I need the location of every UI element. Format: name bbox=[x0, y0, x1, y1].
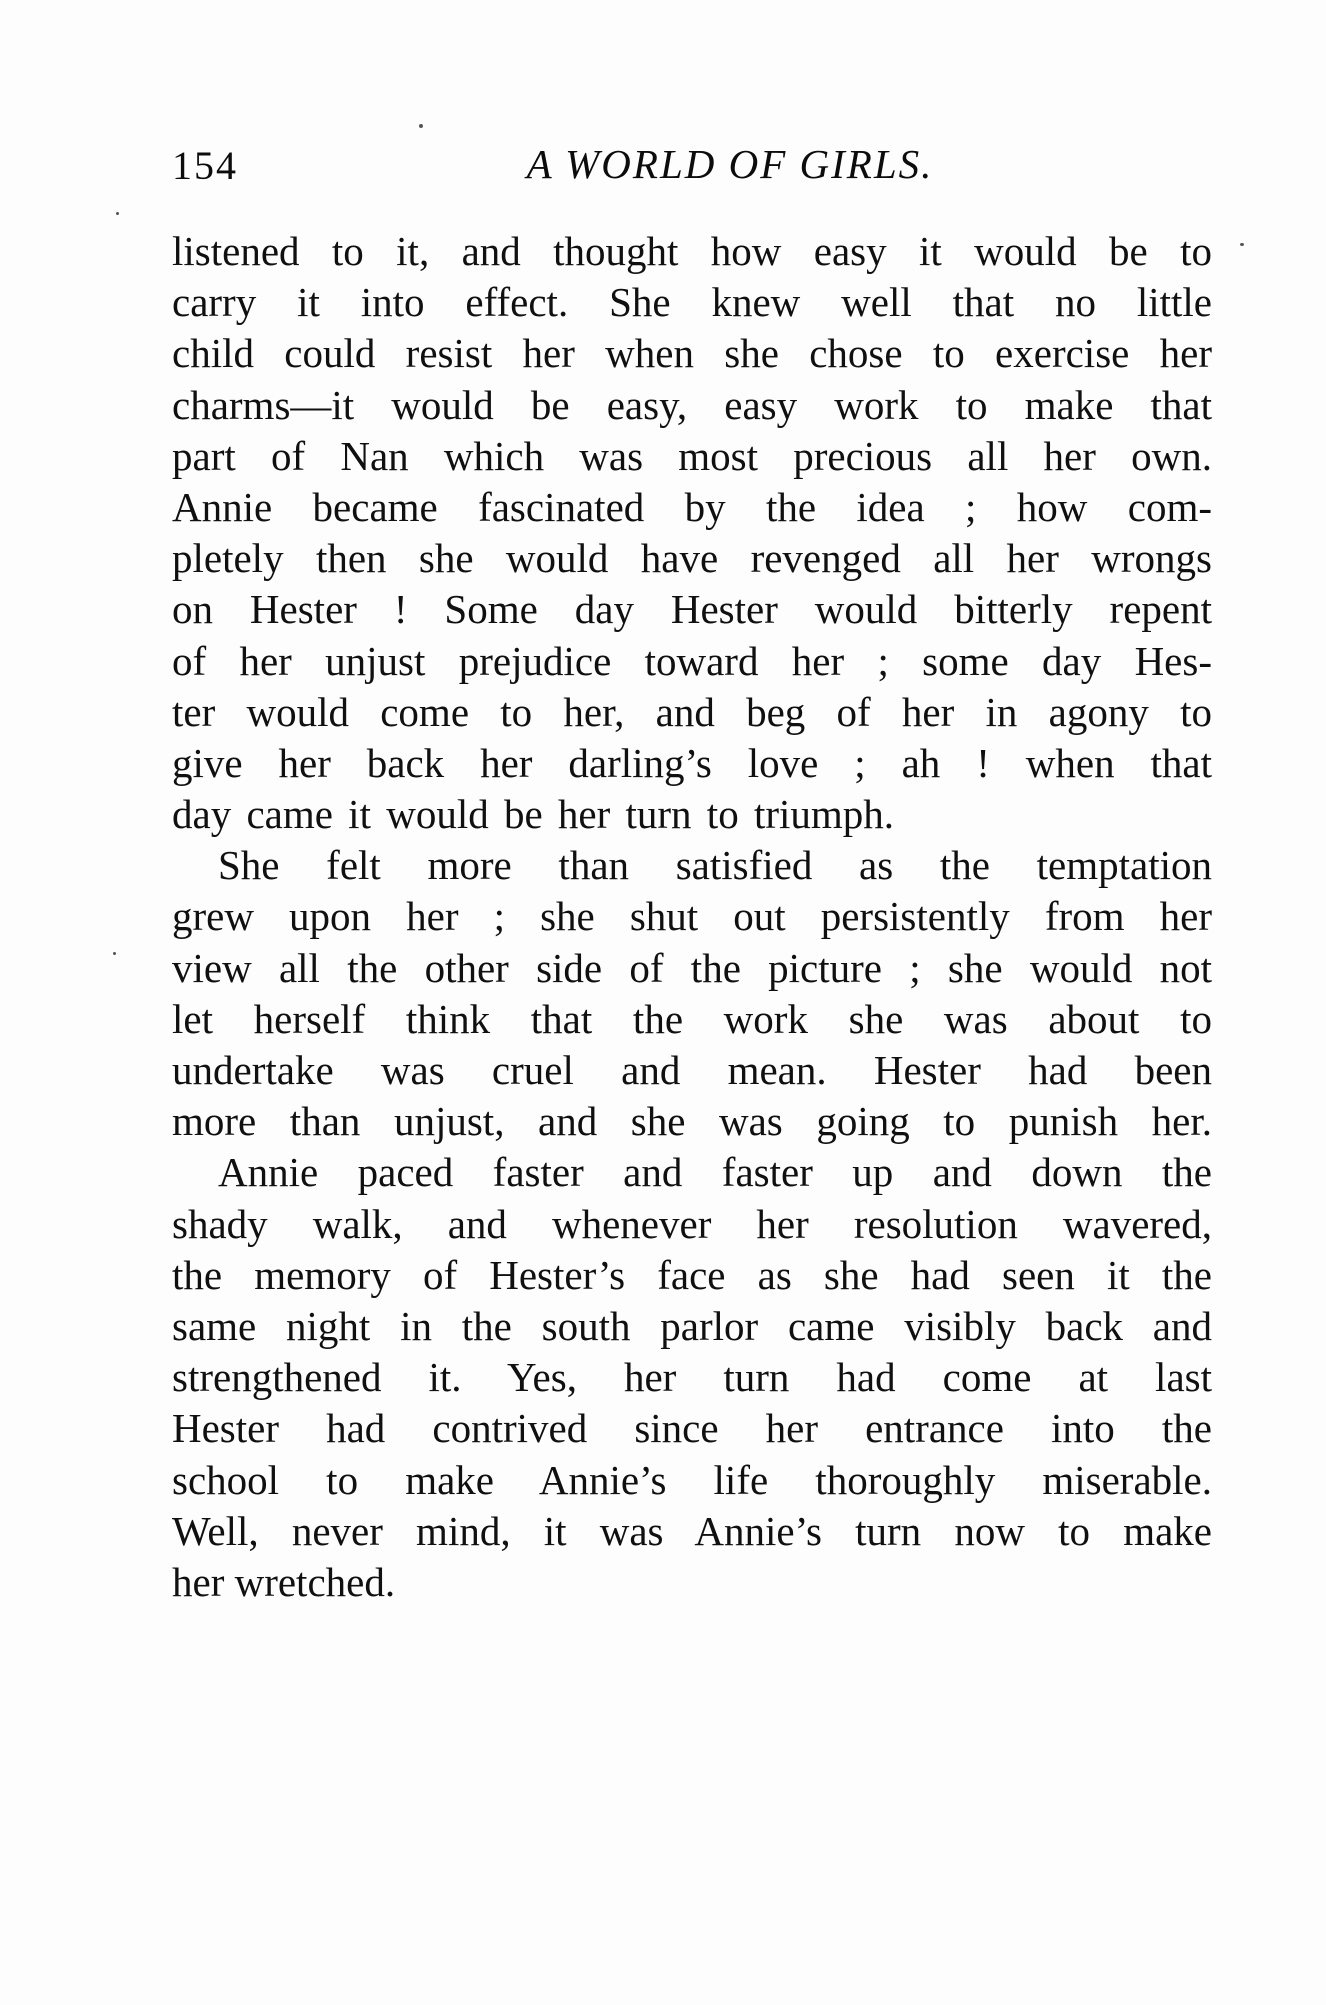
text-line: carry it into effect. She knew well that no little bbox=[172, 279, 1212, 326]
text-line: same night in the south parlor came visibly back and bbox=[172, 1302, 1212, 1349]
scan-speck bbox=[1240, 243, 1244, 246]
text-line: child could resist her when she chose to exercise her bbox=[172, 330, 1212, 377]
text-line: undertake was cruel and mean. Hester had been bbox=[172, 1047, 1212, 1093]
text-line: the memory of Hester’s face as she had seen it the bbox=[172, 1251, 1212, 1298]
text-line: school to make Annie’s life thoroughly miserable. bbox=[172, 1456, 1212, 1503]
text-line: Annie paced faster and faster up and down the bbox=[218, 1149, 1212, 1196]
text-line: Well, never mind, it was Annie’s turn now to make bbox=[172, 1507, 1212, 1554]
page-number: 154 bbox=[172, 143, 238, 188]
text-line: listened to it, and thought how easy it would be to bbox=[172, 228, 1212, 274]
text-line: give her back her darling’s love ; ah ! when that bbox=[172, 739, 1212, 786]
scan-speck bbox=[113, 952, 116, 955]
scan-speck bbox=[419, 124, 423, 128]
text-line: view all the other side of the picture ; she would not bbox=[172, 944, 1212, 991]
running-title: A WORLD OF GIRLS. bbox=[526, 141, 934, 187]
text-line: Annie became fascinated by the idea ; how com- bbox=[172, 483, 1212, 530]
text-line: on Hester ! Some day Hester would bitterly repent bbox=[172, 586, 1212, 633]
text-line: of her unjust prejudice toward her ; some day Hes- bbox=[172, 637, 1212, 684]
text-line: grew upon her ; she shut out persistently from her bbox=[172, 893, 1212, 940]
text-line: part of Nan which was most precious all her own. bbox=[172, 432, 1212, 479]
text-line: strengthened it. Yes, her turn had come at last bbox=[172, 1354, 1212, 1401]
text-line: She felt more than satisfied as the temptation bbox=[218, 842, 1212, 889]
text-line: more than unjust, and she was going to punish her. bbox=[172, 1098, 1212, 1145]
text-line: shady walk, and whenever her resolution wavered, bbox=[172, 1200, 1212, 1247]
text-line: Hester had contrived since her entrance into the bbox=[172, 1405, 1212, 1452]
text-line: day came it would be her turn to triumph. bbox=[172, 791, 895, 838]
text-line: let herself think that the work she was about to bbox=[172, 995, 1212, 1042]
running-header bbox=[172, 140, 1212, 192]
text-line: pletely then she would have revenged all her wrongs bbox=[172, 535, 1212, 582]
text-line: ter would come to her, and beg of her in agony to bbox=[172, 688, 1212, 735]
scan-speck bbox=[116, 212, 119, 215]
page-body bbox=[172, 226, 1212, 1608]
text-line: charms—it would be easy, easy work to make that bbox=[172, 381, 1212, 428]
text-line: her wretched. bbox=[172, 1558, 396, 1605]
